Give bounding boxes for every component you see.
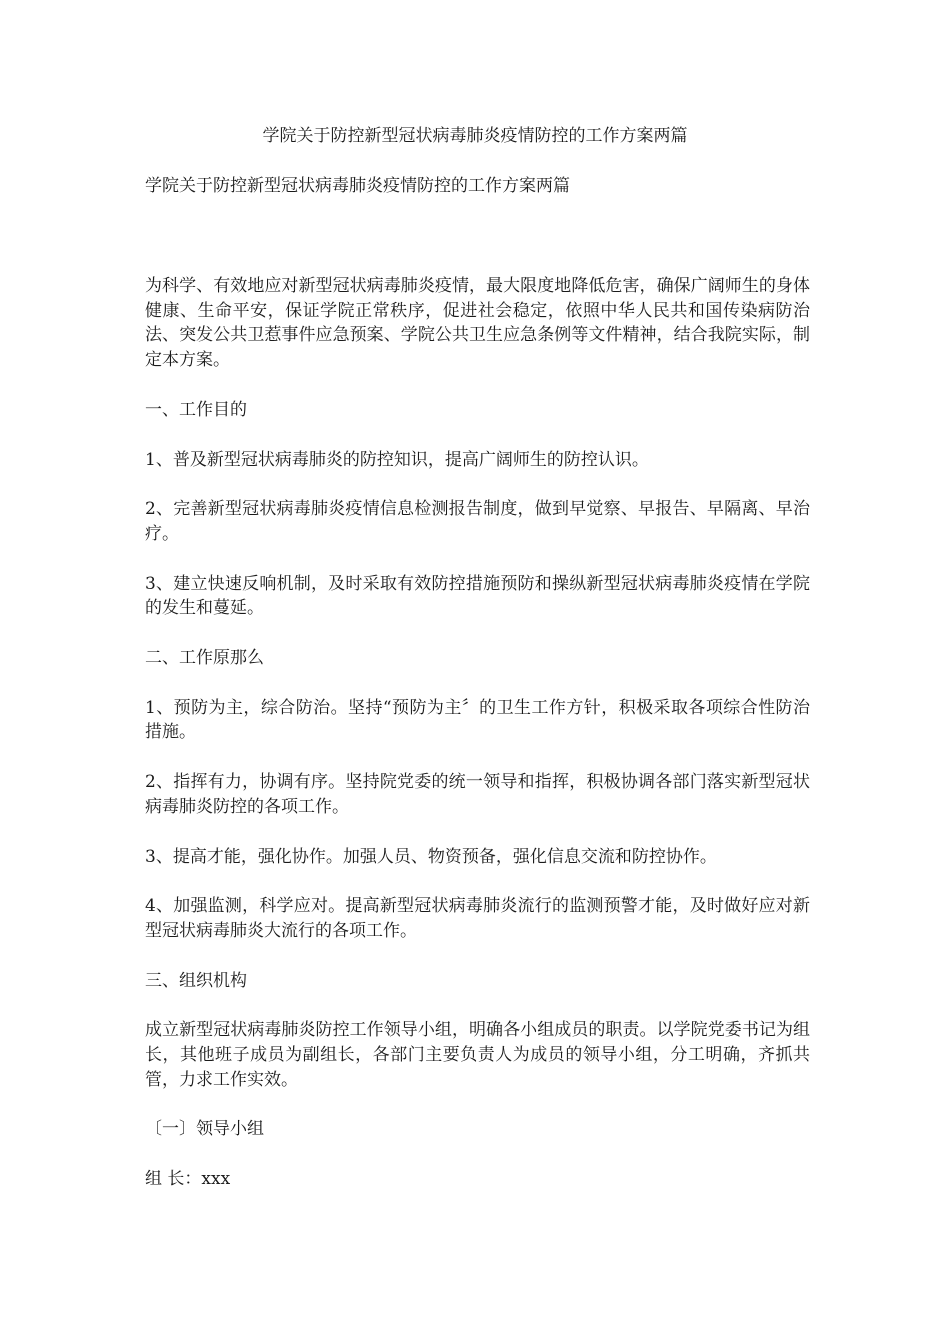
document-subtitle: 学院关于防控新型冠状病毒肺炎疫情防控的工作方案两篇 (145, 176, 570, 196)
subsection-heading-leadership: 〔一〕领导小组 (145, 1119, 264, 1140)
document-title: 学院关于防控新型冠状病毒肺炎疫情防控的工作方案两篇 (262, 126, 688, 146)
section-heading-goals: 一、工作目的 (145, 399, 247, 420)
goal-item-3: 3、建立快速反响机制，及时采取有效防控措施预防和操纵新型冠状病毒肺炎疫情在学院的发生和蔓延。 (145, 573, 810, 619)
leader-line: 组 长：xxx (145, 1169, 231, 1190)
principle-item-2: 2、指挥有力，协调有序。坚持院党委的统一领导和指挥，积极协调各部门落实新型冠状病毒肺炎防控的各项工作。 (145, 772, 810, 817)
document-body (145, 274, 810, 1217)
section-heading-principles: 二、工作原那么 (145, 648, 264, 669)
goal-item-2: 2、完善新型冠状病毒肺炎疫情信息检测报告制度，做到早觉察、早报告、早隔离、早治疗。 (145, 499, 810, 544)
intro-paragraph: 为科学、有效地应对新型冠状病毒肺炎疫情，最大限度地降低危害，确保广阔师生的身体健康、生命平安，保证学院正常秩序，促进社会稳定，依照中华人民共和国传染病防治法、突发公共卫惹事件应急预案、学院公共卫生应急条例等文件精神，结合我院实际，制定本方案。 (145, 276, 810, 371)
principle-item-3: 3、提高才能，强化协作。加强人员、物资预备，强化信息交流和防控协作。 (145, 846, 717, 867)
section-heading-organization: 三、组织机构 (145, 970, 247, 991)
organization-paragraph: 成立新型冠状病毒肺炎防控工作领导小组，明确各小组成员的职责。以学院党委书记为组长，其他班子成员为副组长，各部门主要负责人为成员的领导小组，分工明确，齐抓共管，力求工作实效。 (145, 1020, 810, 1090)
goal-item-1: 1、普及新型冠状病毒肺炎的防控知识，提高广阔师生的防控认识。 (145, 449, 649, 470)
principle-item-1: 1、预防为主，综合防治。坚持“预防为主〞的卫生工作方针，积极采取各项综合性防治措施。 (145, 697, 810, 743)
principle-item-4: 4、加强监测，科学应对。提高新型冠状病毒肺炎流行的监测预警才能，及时做好应对新型冠状病毒肺炎大流行的各项工作。 (145, 896, 810, 941)
